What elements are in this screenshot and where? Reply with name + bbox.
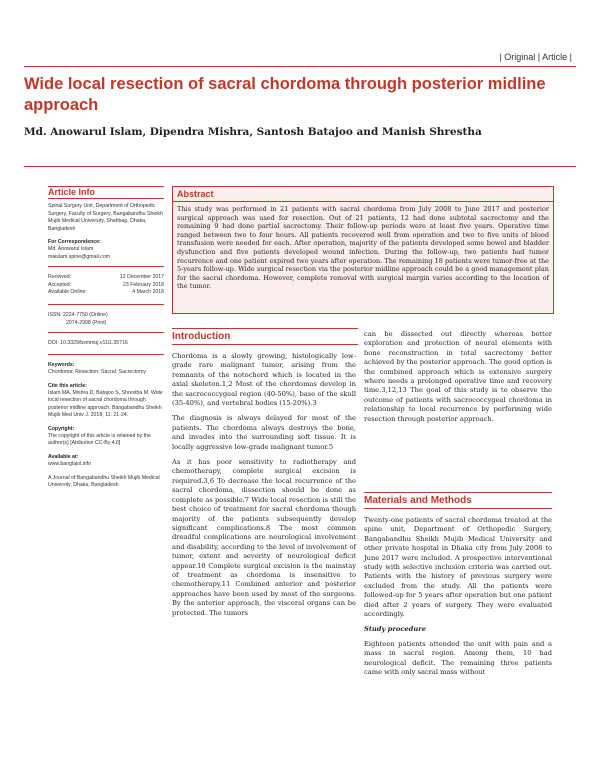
article-type-tagline: | Original | Article | [499,52,572,62]
introduction-column [172,352,356,624]
introduction-continued-column [364,330,552,430]
correspondence-email[interactable]: maislam.spine@gmail.com [48,253,111,260]
intro-paragraph: can be dissected out directly whereas better exploration and protection of neural elements with bone reconstruction in total sacrectomy better achieved by the posterior approach. The good option is the combined approach which is extensive surgery where needs a prolonged operative time and recovery time.3,12,13 The goal of this study is to observe the outcome of patients with sacrococcygeal chordoma in relationship to local recurrence by performing wide resection through posterior approach. [364,330,552,423]
info-divider [48,354,164,355]
methods-column [364,516,552,684]
info-divider [48,304,164,305]
info-divider [48,266,164,267]
author-list: Md. Anowarul Islam, Dipendra Mishra, Santosh Batajoo and Manish Shrestha [24,126,482,138]
header-rule [24,66,576,67]
introduction-heading: Introduction [172,328,358,345]
cite-label: Cite this article: [48,382,87,389]
title-rule [24,166,576,167]
received-date: 12 December 2017 [119,274,164,281]
accepted-date: 23 February 2018 [123,281,164,288]
intro-paragraph: The diagnosis is always delayed for most of the patients. The chordoma always destroys the bone, and invades into the surrounding soft tissue. It is locally aggressive low-grade malignant tumor.5 [172,414,356,451]
article-info-heading: Article Info [48,186,164,199]
keywords: Chordoma; Resection; Sacral; Sacrectomy [48,369,147,376]
methods-heading: Materials and Methods [364,492,552,509]
article-title: Wide local resection of sacral chordoma through posterior midline approach [24,75,546,114]
available-url[interactable]: www.banglajol.info [48,461,91,468]
intro-paragraph: Chordoma is a slowly growing, histologically low-grade rare malignant tumor, arising from the remnants of the notochord which is located in the axial skeleton.1,2 Most of the chordomas develop in the sacrococcygeal region (40-50%), base of the skull (35-40%), and vertebral bodies (15-20%).3 [172,352,356,408]
study-procedure-subheading: Study procedure [364,625,426,634]
available-label: Available at: [48,453,79,460]
issn-online: ISSN: 2224-7750 (Online) [48,312,108,319]
correspondence-label: For Correspondence: [48,239,101,246]
abstract-text: This study was performed in 21 patients with sacral chordoma from July 2008 to June 2017 and posterior surgical approach was used for resection. Out of 21 patients, 12 had done subtotal sacrectomy and the remaining 9 had done partial sacrectomy. Their follow-up periods were at least five years. Operative time ranged between two to four hours. All patients recovered well from operation and two to five units of blood transfusion were needed for each. After operation, majority of the patients developed some bowel and bladder dysfunction and five patients developed wound infection. During the follow-up, two patients had tumor recurrence and one patient expired two years after operation. The remaining 18 patients were tumor-free at the 5-years follow-up. Wide surgical resection via the posterior midline approach could be a good management plan for the sacral chordoma. However, complete removal with surgical margin varies according to the location of the tumor. [177,205,549,291]
article-info-panel [48,186,164,495]
methods-paragraph: Twenty-one patients of sacral chordoma treated at the spine unit, Department of Orthopedic Surgery, Bangabandhu Sheikh Mujib Medical University and other private hospital in Dhaka city from July 2008 to June 2017 were included. A prospective interventional study with selective inclusion criteria was carried out. Patients with the history of previous surgery were excluded from the study. All the patients were followed-up for 5 years after operation but one patient died after 2 years of surgery. They were evaluated accordingly. [364,516,552,619]
article-dates [48,274,164,296]
intro-paragraph: As it has poor sensitivity to radiotherapy and chemotherapy, complete surgical excision is required.3,6 To decrease the local recurrence of the sacral chordoma, dissection should be done as complete as possible.7 Wide local resection is still the best choice of treatment for sacral chordoma though majority of the patients subsequently develop significant complications.8 The most common dreadful complications are neurological involvement and disability, according to the level of involvement of tumor, extent and severity of neurological deficit appear.10 Complete surgical excision is the mainstay of treatment as chordoma is insensitive to chemotherapy.11 Combined anterior and posterior approaches have been used by most of the surgeons. By the anterior approach, the visceral organs can be protected. The tumors [172,458,356,617]
abstract-heading: Abstract [173,187,553,202]
methods-paragraph: Eighteen patients attended the unit with pain and a mass in sacral region. Among them, 10 had neurological deficit. The remaining three patients came with only sacral mass without [364,639,552,677]
citation-text: Islam MA, Mishra D, Batajoo S, Shrestha M. Wide local resection of sacral chordoma through posterior midline approach. Bangabandhu Sheikh Mujib Med Univ J. 2018; 11: 21-24. [48,389,163,419]
accepted-label: Accepted: [48,281,72,288]
keywords-label: Keywords: [48,361,75,368]
affiliation: Spinal Surgery Unit, Department of Orthopedic Surgery, Faculty of Surgery, Bangabandhu Sheikh Mujib Medical University, Shahbag, Dhaka, Bangladesh [48,203,163,232]
issn-print: 2074-2908 (Print) [66,319,107,326]
online-label: Available Online: [48,289,87,296]
correspondence-name: Md. Anowarul Islam [48,246,94,253]
correspondence-block [48,239,164,261]
copyright-label: Copyright: [48,425,75,432]
info-divider [48,332,164,333]
copyright-text: The copyright of this article is retained by the author(s) [Atribution CC-By 4.0] [48,432,151,447]
abstract-box [172,186,554,314]
received-label: Received: [48,274,72,281]
doi[interactable]: DOI: 10.3329/bsmmuj.v11i1.35716 [48,340,128,347]
online-date: 4 March 2018 [132,289,164,296]
journal-statement: A Journal of Bangabandhu Sheikh Mujib Medical University, Dhaka, Bangladesh [48,474,160,488]
